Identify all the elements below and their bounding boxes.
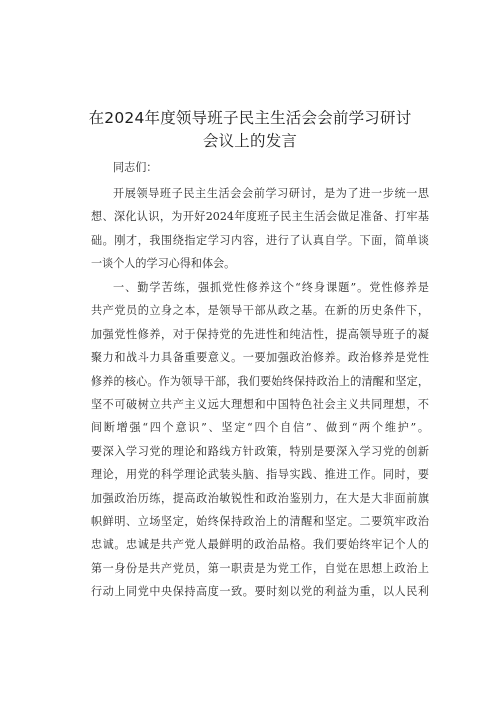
paragraph-1-line: 础。刚才，我围绕指定学习内容，进行了认真自学。下面，简单谈 [91, 233, 429, 247]
paragraph-2-line: 一、勤学苦练，强抓党性修养这个“终身课题”。党性修养是 [113, 281, 429, 294]
paragraph-2-line: 忠诚。忠诚是共产党人最鲜明的政治品格。我们要始终牢记个人的 [91, 538, 429, 552]
paragraph-1 [91, 182, 429, 276]
paragraph-2-line: 间断增强“四个意识”、坚定“四个自信”、做到“两个维护”。 [91, 421, 429, 435]
paragraph-1-line: 想、深化认识，为开好2024年度班子民主生活会做足准备、打牢基 [91, 210, 429, 224]
paragraph-2-line: 共产党员的立身之本，是领导干部从政之基。在新的历史条件下， [91, 304, 429, 318]
paragraph-2-line: 要深入学习党的理论和路线方针政策，特别是要深入学习党的创新 [91, 444, 429, 458]
paragraph-2 [91, 276, 429, 603]
document-title-line-1: 在2024年度领导班子民主生活会会前学习研讨 [88, 109, 412, 127]
paragraph-2-line: 坚不可破树立共产主义远大理想和中国特色社会主义共同理想，不 [91, 397, 429, 411]
paragraph-1-line: 一谈个人的学习心得和体会。 [91, 257, 236, 271]
greeting: 同志们： [113, 161, 158, 174]
paragraph-2-line: 第一身份是共产党员，第一职责是为党工作，自觉在思想上政治上 [91, 561, 429, 575]
paragraph-2-line: 帜鲜明、立场坚定，始终保持政治上的清醒和坚定。二要筑牢政治 [91, 514, 429, 528]
paragraph-2-line: 聚力和战斗力具备重要意义。一要加强政治修养。政治修养是党性 [91, 351, 429, 365]
paragraph-2-line: 修养的核心。作为领导干部，我们要始终保持政治上的清醒和坚定， [91, 374, 429, 388]
paragraph-2-line: 理论，用党的科学理论武装头脑、指导实践、推进工作。同时，要 [91, 468, 429, 482]
document-title-line-2: 会议上的发言 [202, 132, 298, 150]
paragraph-2-line: 加强党性修养，对于保持党的先进性和纯洁性，提高领导班子的凝 [91, 327, 429, 341]
paragraph-2-line: 加强政治历练，提高政治敏锐性和政治鉴别力，在大是大非面前旗 [91, 491, 429, 505]
paragraph-1-line: 开展领导班子民主生活会会前学习研讨，是为了进一步统一思 [113, 187, 429, 200]
paragraph-2-line: 行动上同党中央保持高度一致。要时刻以党的利益为重，以人民利 [91, 585, 429, 599]
